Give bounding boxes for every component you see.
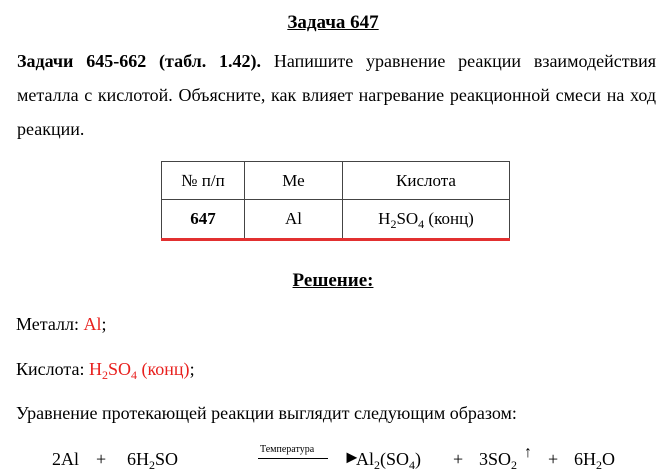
- solution-title: Решение:: [292, 270, 374, 291]
- table-cell-number: 647: [162, 200, 245, 240]
- eq-product3: $6H_2O$: [574, 449, 615, 472]
- table-header-cell: № п/п: [162, 162, 245, 200]
- acid-line: Кислота: $H_2SO_4$ (конц);: [16, 359, 195, 382]
- arrow-head-icon: ►: [343, 447, 361, 467]
- gas-release-arrow-icon: ↑: [524, 444, 532, 461]
- table-header-cell: Кислота: [343, 162, 510, 200]
- eq-plus: +: [548, 449, 559, 469]
- eq-reactant2: $6H_2SO$: [127, 449, 179, 472]
- acid-value: $H_2SO_4$ (конц): [88, 359, 190, 382]
- eq-reactant1: 2Al: [52, 449, 79, 469]
- table-header-row: [162, 162, 510, 200]
- data-table: [161, 161, 510, 241]
- table-header-cell: Ме: [245, 162, 343, 200]
- table-row: [162, 200, 510, 240]
- eq-condition: Температура: [260, 444, 315, 455]
- eq-product1: $Al_2(SO_4)$: [356, 449, 422, 472]
- eq-product2: $3SO_2$: [479, 449, 518, 472]
- reaction-arrow-icon: [258, 458, 328, 459]
- eq-plus: +: [453, 449, 464, 469]
- metal-value: Al: [83, 314, 102, 334]
- equation-intro: Уравнение протекающей реакции выглядит следующим образом:: [16, 403, 517, 423]
- task-paragraph: [17, 44, 656, 146]
- page-title: Задача 647: [287, 12, 379, 33]
- task-lead: Задачи 645-662 (табл. 1.42).: [17, 51, 262, 71]
- table-cell-acid: $H_2SO_4$ (конц): [343, 200, 510, 240]
- eq-plus: +: [96, 449, 107, 469]
- metal-line: Металл: Al;: [16, 314, 107, 334]
- task-text: Напишите уравнение реакции взаимодействия металла с кислотой. Объясните, как влияет нагревание реакционной смеси на ход реакции.: [17, 51, 656, 139]
- table-cell-metal: Al: [245, 200, 343, 240]
